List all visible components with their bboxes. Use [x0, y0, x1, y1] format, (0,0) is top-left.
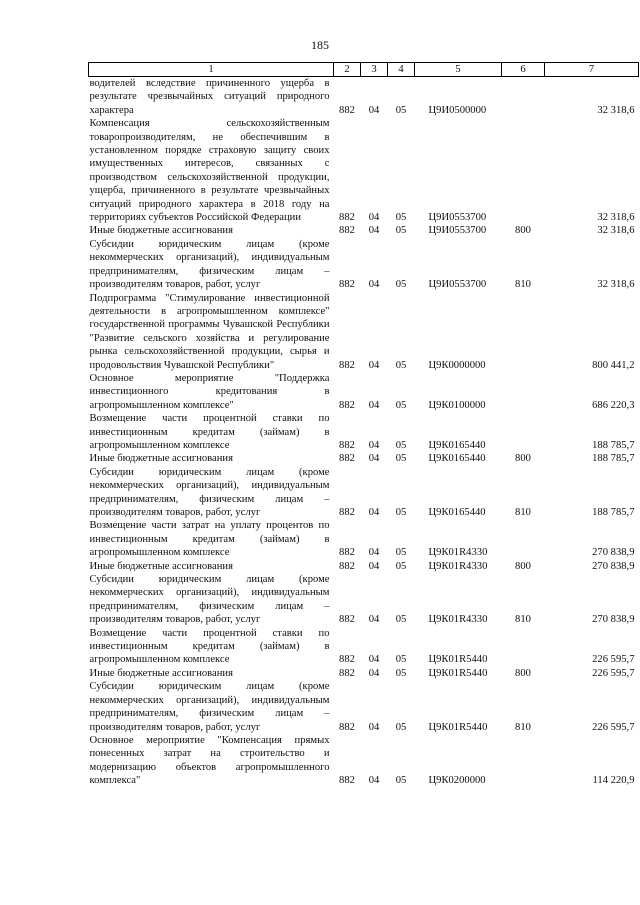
table-row: [89, 680, 639, 734]
ministry-code: 882: [339, 667, 355, 679]
expense-type-code: 800: [515, 667, 531, 679]
ministry-code: 882: [339, 104, 355, 116]
amount: 188 785,7: [592, 507, 635, 518]
row-name: Иные бюджетные ассигнования: [89, 453, 233, 465]
subsection-code: 05: [395, 359, 407, 371]
subsection-code: 05: [395, 560, 407, 572]
row-name: Возмещение части процентной ставки по инвестиционным кредитам (займам) в агропромышленном комплексе: [89, 627, 330, 666]
ministry-code: 882: [339, 279, 355, 291]
subsection-code: 05: [395, 654, 407, 666]
subsection-code: 05: [395, 279, 407, 291]
ministry-code: 882: [339, 453, 355, 465]
section-code: 04: [368, 104, 380, 116]
target-article-code: Ц9К0165440: [428, 453, 486, 465]
amount: 114 220,9: [592, 775, 635, 787]
budget-table: [88, 62, 639, 788]
table-row: [89, 519, 639, 559]
amount: 686 220,3: [592, 399, 635, 411]
expense-type-code: 800: [515, 453, 531, 465]
ministry-code: 882: [339, 212, 355, 224]
table-row: [89, 560, 639, 573]
table-row: [89, 117, 639, 224]
column-header: 5: [415, 63, 502, 77]
target-article-code: Ц9К0165440: [428, 507, 486, 518]
section-code: 04: [368, 279, 380, 291]
row-name: водителей вследствие причиненного ущерба в результате чрезвычайных ситуаций природного характера: [89, 78, 330, 116]
ministry-code: 882: [339, 654, 355, 666]
amount: 270 838,9: [592, 560, 635, 572]
table-row: [89, 734, 639, 788]
table-row: [89, 372, 639, 412]
target-article-code: Ц9К0000000: [428, 359, 486, 371]
table-row: [89, 292, 639, 372]
section-code: 04: [368, 775, 380, 787]
table-row: [89, 466, 639, 520]
ministry-code: 882: [339, 547, 355, 559]
expense-type-code: [502, 372, 545, 412]
subsection-code: 05: [395, 614, 407, 626]
row-name: Субсидии юридическим лицам (кроме некоммерческих организаций), индивидуальным предпринимателям, физическим лицам – производителям товаров, работ, услуг: [89, 466, 330, 518]
column-header: 7: [545, 63, 639, 77]
expense-type-code: 810: [515, 721, 531, 733]
row-name: Субсидии юридическим лицам (кроме некоммерческих организаций), индивидуальным предпринимателям, физическим лицам – производителям товаров, работ, услуг: [89, 681, 330, 733]
subsection-code: 05: [395, 453, 407, 465]
column-header: 4: [388, 63, 415, 77]
subsection-code: 05: [395, 399, 407, 411]
amount: 32 318,6: [597, 212, 635, 224]
header-row: [89, 63, 639, 77]
amount: 32 318,6: [597, 225, 635, 237]
subsection-code: 05: [395, 721, 407, 733]
target-article-code: Ц9К01R4330: [428, 614, 488, 626]
row-name: Субсидии юридическим лицам (кроме некоммерческих организаций), индивидуальным предпринимателям, физическим лицам – производителям товаров, работ, услуг: [89, 238, 330, 291]
table-row: [89, 667, 639, 680]
ministry-code: 882: [339, 359, 355, 371]
table-row: [89, 452, 639, 465]
expense-type-code: [502, 412, 545, 452]
expense-type-code: [502, 519, 545, 559]
target-article-code: Ц9К0100000: [428, 399, 486, 411]
amount: 32 318,6: [597, 104, 635, 116]
row-name: Основное мероприятие "Компенсация прямых понесенных затрат на строительство и модернизацию объектов агропромышленного комплекса": [89, 734, 330, 787]
target-article-code: Ц9И0553700: [428, 225, 487, 237]
section-code: 04: [368, 359, 380, 371]
subsection-code: 05: [395, 667, 407, 679]
row-name: Иные бюджетные ассигнования: [89, 560, 233, 572]
section-code: 04: [368, 547, 380, 559]
ministry-code: 882: [339, 560, 355, 572]
amount: 32 318,6: [597, 279, 635, 291]
target-article-code: Ц9И0553700: [428, 279, 487, 291]
expense-type-code: [502, 77, 545, 118]
expense-type-code: 810: [515, 507, 531, 518]
amount: 800 441,2: [592, 359, 635, 371]
expense-type-code: [502, 734, 545, 788]
subsection-code: 05: [395, 212, 407, 224]
amount: 188 785,7: [592, 453, 635, 465]
row-name: Возмещение части процентной ставки по инвестиционным кредитам (займам) в агропромышленном комплексе: [89, 413, 330, 451]
ministry-code: 882: [339, 399, 355, 411]
target-article-code: Ц9И0500000: [428, 104, 487, 116]
expense-type-code: 810: [515, 614, 531, 626]
column-header: 3: [361, 63, 388, 77]
ministry-code: 882: [339, 507, 355, 518]
ministry-code: 882: [339, 439, 355, 451]
expense-type-code: [502, 292, 545, 372]
expense-type-code: 810: [515, 279, 531, 291]
amount: 270 838,9: [592, 547, 635, 559]
section-code: 04: [368, 654, 380, 666]
table-row: [89, 77, 639, 118]
section-code: 04: [368, 439, 380, 451]
table-row: [89, 412, 639, 452]
section-code: 04: [368, 507, 380, 518]
target-article-code: Ц9И0553700: [428, 212, 487, 224]
subsection-code: 05: [395, 507, 407, 518]
ministry-code: 882: [339, 721, 355, 733]
column-header: 6: [502, 63, 545, 77]
table-row: [89, 224, 639, 237]
subsection-code: 05: [395, 439, 407, 451]
amount: 226 595,7: [592, 667, 635, 679]
section-code: 04: [368, 614, 380, 626]
section-code: 04: [368, 225, 380, 237]
expense-type-code: [502, 627, 545, 667]
amount: 226 595,7: [592, 654, 635, 666]
row-name: Подпрограмма "Стимулирование инвестиционной деятельности в агропромышленном комплексе" государственной программы Чувашской Республики "Развитие сельского хозяйства и регулирование рынка сельскохозяйственной продукции, сырья и продовольствия Чувашской Республики": [89, 292, 330, 371]
row-name: Субсидии юридическим лицам (кроме некоммерческих организаций), индивидуальным предпринимателям, физическим лицам – производителям товаров, работ, услуг: [89, 574, 330, 626]
row-name: Возмещение части затрат на уплату процентов по инвестиционным кредитам (займам) в агропромышленном комплексе: [89, 520, 330, 559]
target-article-code: Ц9К01R5440: [428, 654, 488, 666]
section-code: 04: [368, 560, 380, 572]
table-body: [89, 77, 639, 788]
amount: 188 785,7: [592, 439, 635, 451]
subsection-code: 05: [395, 775, 407, 787]
target-article-code: Ц9К01R4330: [428, 547, 488, 559]
section-code: 04: [368, 721, 380, 733]
target-article-code: Ц9К01R5440: [428, 667, 488, 679]
table-header: [89, 63, 639, 77]
ministry-code: 882: [339, 614, 355, 626]
section-code: 04: [368, 399, 380, 411]
table-row: [89, 238, 639, 292]
row-name: Компенсация сельскохозяйственным товаропроизводителям, не обеспечившим в установленном порядке страховую защиту своих имущественных интересов, связанных с производством сельскохозяйственной продукции, ущерба, причиненного в результате чрезвычайных ситуаций природного характера в 2018 году на территориях субъектов Российской Федерации: [89, 118, 330, 224]
subsection-code: 05: [395, 225, 407, 237]
expense-type-code: 800: [515, 225, 531, 237]
section-code: 04: [368, 667, 380, 679]
target-article-code: Ц9К0165440: [428, 439, 486, 451]
target-article-code: Ц9К01R5440: [428, 721, 488, 733]
subsection-code: 05: [395, 104, 407, 116]
table-row: [89, 573, 639, 627]
target-article-code: Ц9К0200000: [428, 775, 486, 787]
expense-type-code: [502, 117, 545, 224]
section-code: 04: [368, 453, 380, 465]
row-name: Иные бюджетные ассигнования: [89, 225, 233, 237]
amount: 226 595,7: [592, 721, 635, 733]
row-name: Основное мероприятие "Поддержка инвестиционного кредитования в агропромышленном комплексе": [89, 372, 330, 411]
column-header: 2: [334, 63, 361, 77]
ministry-code: 882: [339, 225, 355, 237]
row-name: Иные бюджетные ассигнования: [89, 667, 233, 679]
subsection-code: 05: [395, 547, 407, 559]
table-row: [89, 627, 639, 667]
expense-type-code: 800: [515, 560, 531, 572]
section-code: 04: [368, 212, 380, 224]
column-header: 1: [89, 63, 334, 77]
target-article-code: Ц9К01R4330: [428, 560, 488, 572]
ministry-code: 882: [339, 775, 355, 787]
amount: 270 838,9: [592, 614, 635, 626]
page-number: 185: [311, 38, 329, 52]
